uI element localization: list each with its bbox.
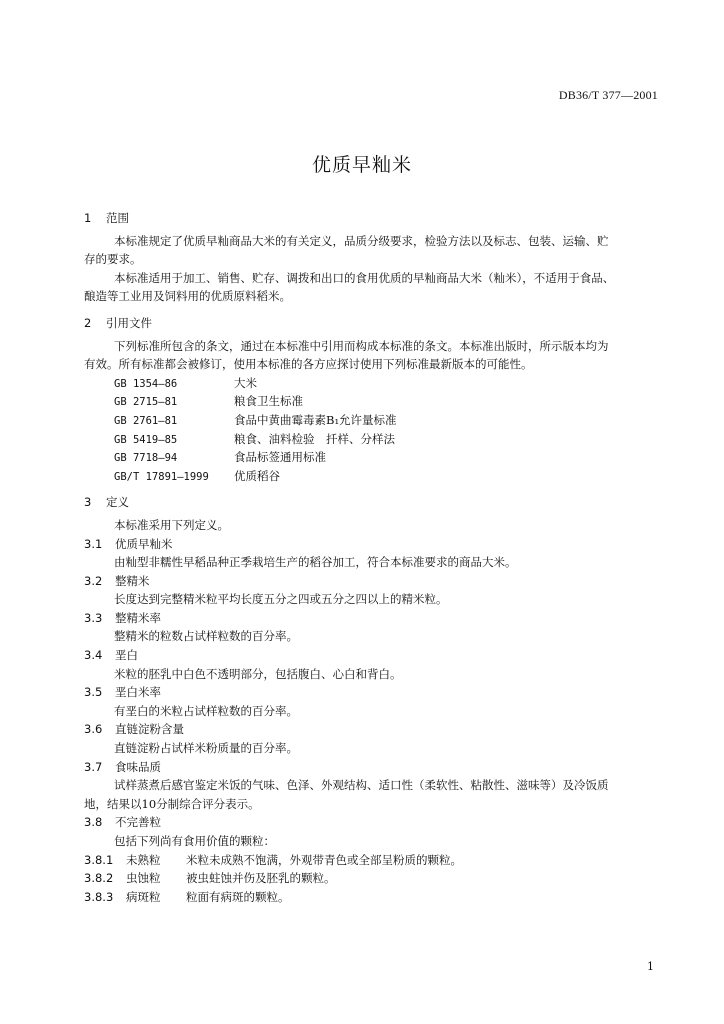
term-name: 食味品质 (115, 759, 161, 774)
definition-text: 被虫蛀蚀并伤及胚乳的颗粒。 (186, 871, 336, 886)
sub-definition (84, 851, 656, 870)
page-number: 1 (647, 960, 654, 973)
scope-paragraph-1-line-1: 本标准规定了优质早籼商品大米的有关定义，品质分级要求，检验方法以及标志、包装、运输、贮 (114, 233, 609, 248)
clause-number: 3.4 (84, 648, 103, 663)
definition-text-line-1: 试样蒸煮后感官鉴定米饭的气味、色泽、外观结构、适口性（柔软性、粘散性、滋味等）及冷饭质 (114, 778, 609, 793)
term-name: 优质早籼米 (115, 536, 173, 551)
definition-text-line-2: 地，结果以10分制综合评分表示。 (84, 796, 260, 811)
definition-text: 直链淀粉占试样米粉质量的百分率。 (114, 741, 298, 756)
scope-paragraph-2-line-2: 酿造等工业用及饲料用的优质原料稻米。 (84, 289, 291, 304)
definition-text: 包括下列尚有食用价值的颗粒： (114, 834, 275, 848)
section-number: 2 (84, 315, 92, 330)
scope-paragraph-1-line-2: 存的要求。 (84, 252, 142, 267)
definition-text: 由籼型非糯性早稻品种正季栽培生产的稻谷加工，符合本标准要求的商品大米。 (114, 555, 517, 570)
reference-code: GB 2761—81 (114, 414, 178, 427)
term-name: 整精米率 (115, 610, 161, 625)
clause-number: 3.8 (84, 815, 103, 830)
reference-code: GB/T 17891—1999 (114, 470, 209, 483)
reference-code: GB 5419—85 (114, 433, 178, 446)
reference-item (84, 467, 656, 486)
section-heading-definitions (84, 493, 656, 512)
section-number: 1 (84, 211, 92, 225)
clause-number: 3.8.1 (84, 852, 114, 867)
reference-item (84, 374, 656, 393)
term-name: 未熟粒 (126, 852, 161, 867)
section-title: 范围 (106, 211, 129, 225)
definitions-intro: 本标准采用下列定义。 (114, 517, 229, 532)
definition-text: 粒面有病斑的颗粒。 (186, 889, 290, 904)
definition-text: 长度达到完整精米粒平均长度五分之四或五分之四以上的精米粒。 (114, 592, 448, 607)
reference-code: GB 1354—86 (114, 377, 178, 390)
clause-number: 3.7 (84, 759, 103, 774)
definition-text: 米粒的胚乳中白色不透明部分，包括腹白、心白和背白。 (114, 666, 402, 681)
definition-term (84, 813, 656, 832)
definition-term (84, 609, 656, 628)
clause-number: 3.3 (84, 610, 103, 625)
document-body (84, 207, 656, 906)
definition-term (84, 572, 656, 591)
reference-item (84, 392, 656, 411)
clause-number: 3.1 (84, 536, 103, 551)
term-name: 垩白米率 (115, 685, 161, 700)
clause-number: 3.6 (84, 722, 103, 737)
sub-definition (84, 888, 656, 907)
reference-item (84, 430, 656, 449)
reference-name: 大米 (234, 375, 257, 390)
references-paragraph-line-1: 下列标准所包含的条文，通过在本标准中引用而构成本标准的条文。本标准出版时，所示版本均为 (114, 338, 609, 353)
section-title: 引用文件 (106, 315, 152, 330)
definition-text: 整精米的粒数占试样粒数的百分率。 (114, 629, 298, 644)
term-name: 不完善粒 (115, 815, 161, 830)
sub-definition (84, 869, 656, 888)
term-name: 垩白 (115, 648, 138, 663)
clause-number: 3.5 (84, 685, 103, 700)
scope-paragraph-2-line-1: 本标准适用于加工、销售、贮存、调拨和出口的食用优质的早籼商品大米（籼米），不适用于食品、 (114, 270, 615, 285)
reference-item (84, 448, 656, 467)
reference-name: 优质稻谷 (234, 468, 280, 483)
reference-code: GB 7718—94 (114, 452, 178, 465)
reference-name: 食品标签通用标准 (234, 450, 326, 465)
definition-term (84, 535, 656, 554)
reference-name: 粮食、油料检验 扦样、分样法 (234, 431, 395, 446)
document-title: 优质早籼米 (311, 154, 412, 176)
section-number: 3 (84, 495, 92, 510)
reference-name: 食品中黄曲霉毒素B₁允许量标准 (234, 412, 397, 427)
clause-number: 3.2 (84, 573, 103, 588)
definition-text: 米粒未成熟不饱满，外观带青色或全部呈粉质的颗粒。 (186, 852, 462, 867)
definition-text: 有垩白的米粒占试样粒数的百分率。 (114, 703, 298, 718)
definition-term (84, 683, 656, 702)
term-name: 整精米 (115, 573, 150, 588)
clause-number: 3.8.3 (84, 889, 114, 904)
reference-code: GB 2715—81 (114, 396, 178, 409)
definition-term (84, 720, 656, 739)
term-name: 直链淀粉含量 (115, 722, 184, 737)
reference-item (84, 411, 656, 430)
reference-name: 粮食卫生标准 (234, 394, 303, 409)
standard-code: DB36/T 377—2001 (558, 88, 658, 102)
section-heading-references (84, 314, 656, 333)
term-name: 病斑粒 (126, 889, 161, 904)
section-heading-scope (84, 209, 656, 228)
clause-number: 3.8.2 (84, 871, 114, 886)
term-name: 虫蚀粒 (126, 871, 161, 886)
definition-term (84, 646, 656, 665)
definition-term (84, 758, 656, 777)
section-title: 定义 (106, 495, 129, 510)
references-paragraph-line-2: 有效。所有标准都会被修订，使用本标准的各方应探讨使用下列标准最新版本的可能性。 (84, 357, 533, 372)
